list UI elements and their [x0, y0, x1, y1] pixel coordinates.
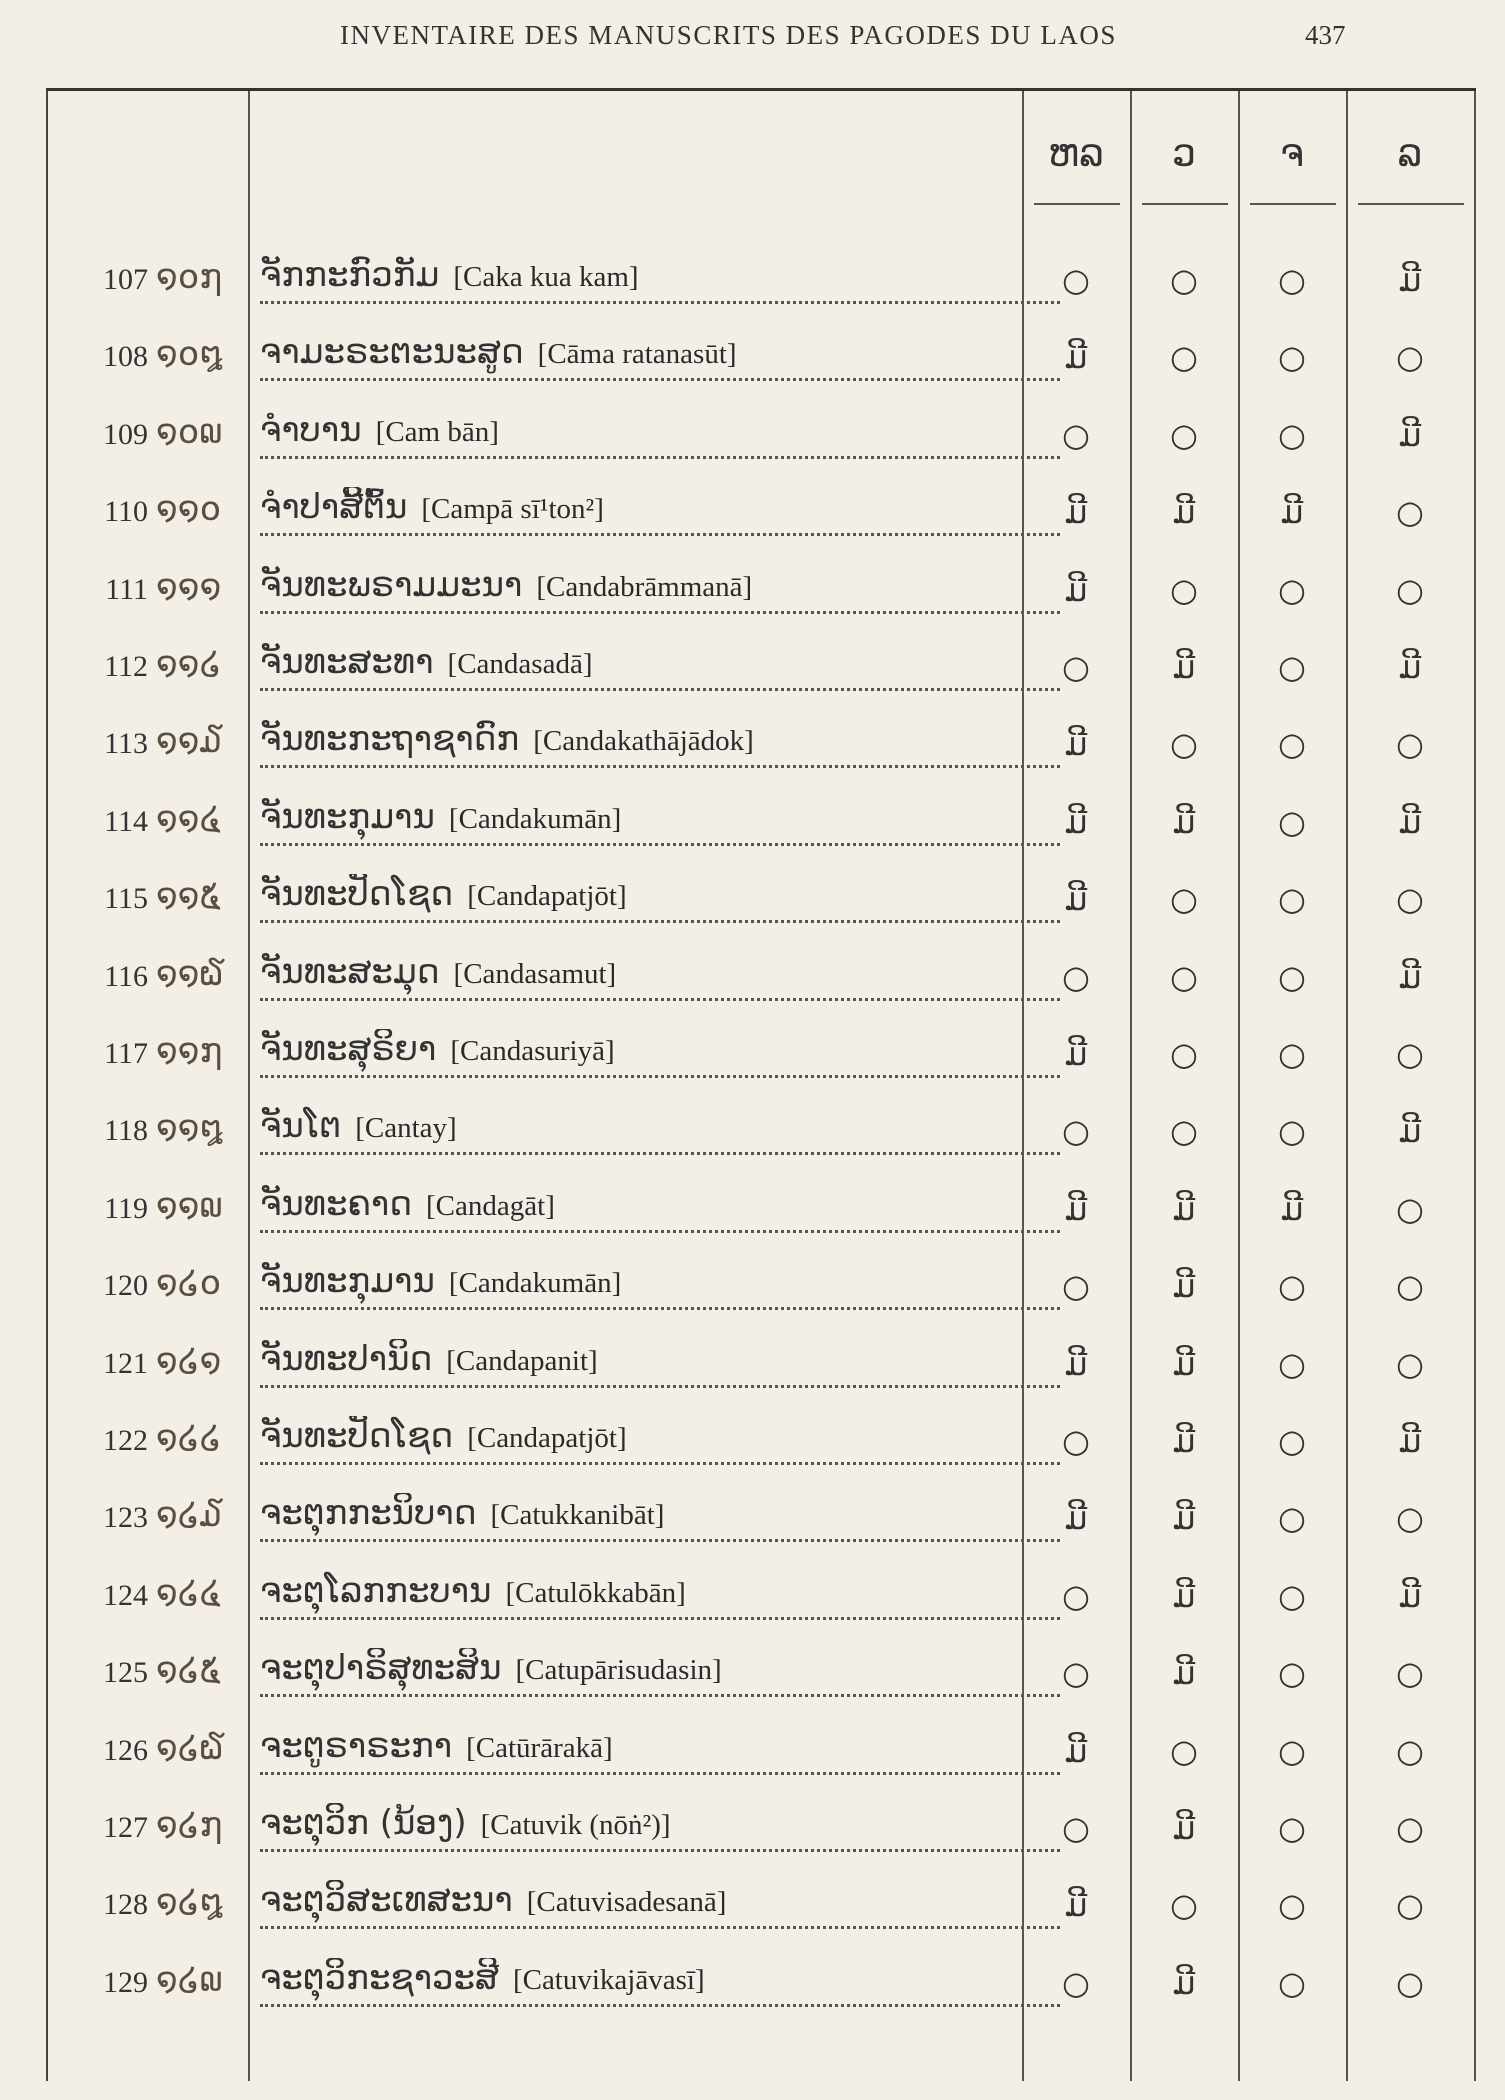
manuscript-title	[260, 255, 1060, 315]
lao-entry-number: ໑໒໙	[156, 1959, 223, 2000]
title-lao: ຈະຕຸໂລກກະບານ	[260, 1570, 492, 1611]
title-transliteration: [Candakumān]	[449, 803, 627, 835]
lao-entry-number: ໑໑໓	[156, 721, 223, 762]
title-transliteration: [Catūrārakā]	[466, 1732, 619, 1764]
manuscript-title	[260, 565, 1060, 625]
manuscript-title	[260, 1261, 1060, 1321]
manuscript-title	[260, 952, 1060, 1012]
table-row	[48, 948, 1476, 1026]
running-title: INVENTAIRE DES MANUSCRITS DES PAGODES DU LAOS	[340, 20, 1117, 50]
title-lao: ຈະຕຸກກະນິບາດ	[260, 1493, 477, 1534]
title-lao: ຈັນທະກຸມານ	[260, 1261, 435, 1302]
availability-mark: ○	[1062, 648, 1090, 686]
lao-entry-number: ໑໒໔	[156, 1572, 221, 1613]
lao-entry-number: ໑໐໘	[156, 334, 223, 375]
availability-mark: ○	[1396, 1499, 1424, 1538]
title-lao: ຈັນທະກະຖາຊາດົກ	[260, 719, 520, 760]
availability-mark: ○	[1278, 1112, 1306, 1151]
title-transliteration: [Candapanit]	[446, 1345, 603, 1377]
title-transliteration: [Candabrāmmanā]	[536, 571, 758, 603]
entry-number: 123	[103, 1501, 148, 1535]
column-header: ວ	[1171, 131, 1197, 175]
availability-mark: ມີ	[1172, 1809, 1196, 1847]
availability-mark: ມີ	[1172, 648, 1196, 686]
title-lao: ຈາມະຣະຕະນະສູດ	[260, 332, 524, 373]
lao-entry-number: ໑໒໐	[156, 1263, 222, 1304]
table-row	[48, 1954, 1476, 2032]
availability-mark: ມີ	[1064, 802, 1088, 841]
entry-number: 124	[103, 1578, 148, 1612]
availability-mark: ○	[1278, 1963, 1306, 2002]
entry-number: 121	[103, 1346, 148, 1380]
lao-entry-number: ໑໑໙	[156, 1185, 223, 1226]
manuscript-title	[260, 1184, 1060, 1244]
availability-mark: ມີ	[1064, 493, 1088, 532]
title-lao: ຈັນທະປັດໂຊດ	[260, 874, 454, 915]
availability-mark: ○	[1170, 880, 1198, 919]
availability-mark: ○	[1278, 1576, 1306, 1615]
inventory-table	[46, 88, 1476, 2081]
entry-number: 107	[103, 263, 148, 296]
title-transliteration: [Catuvik (nōṅ²)]	[481, 1809, 677, 1841]
title-transliteration: [Catulōkkabān]	[505, 1577, 691, 1609]
availability-mark: ○	[1396, 570, 1424, 609]
entry-number: 112	[104, 650, 148, 683]
table-row	[48, 870, 1476, 948]
manuscript-title	[260, 1493, 1060, 1553]
title-transliteration: [Candapatjōt]	[467, 1422, 632, 1454]
availability-mark: ○	[1396, 1963, 1424, 2002]
availability-mark: ○	[1170, 415, 1198, 454]
availability-mark: ○	[1396, 1267, 1424, 1306]
availability-mark: ○	[1278, 802, 1306, 841]
column-header: ລ	[1397, 131, 1423, 175]
availability-mark: ○	[1170, 957, 1198, 996]
lao-entry-number: ໑໐໗	[156, 257, 223, 297]
entry-number: 109	[103, 417, 148, 451]
table-row	[48, 1722, 1476, 1800]
column-header-rule	[1250, 203, 1336, 205]
column-header: ຈ	[1280, 131, 1304, 175]
availability-mark: ○	[1278, 1654, 1306, 1693]
title-transliteration: [Caka kua kam]	[453, 261, 644, 293]
availability-mark: ○	[1278, 570, 1306, 609]
lao-entry-number: ໑໒໘	[156, 1882, 223, 1923]
page-header	[0, 12, 1505, 62]
availability-mark: ○	[1278, 1422, 1306, 1460]
availability-mark: ○	[1170, 725, 1198, 764]
title-lao: ຈັນທະປັດໂຊດ	[260, 1416, 454, 1456]
availability-mark: ○	[1278, 725, 1306, 764]
lao-entry-number: ໑໒໓	[156, 1495, 223, 1536]
availability-mark: ມີ	[1064, 880, 1088, 919]
title-lao: ຈະຕຸປາຣິສຸທະສິນ	[260, 1648, 502, 1689]
availability-mark: ○	[1396, 725, 1424, 764]
availability-mark: ມີ	[1172, 1422, 1196, 1460]
availability-mark: ມີ	[1172, 1499, 1196, 1538]
title-transliteration: [Catuvikajāvasī]	[513, 1964, 711, 1996]
entry-number: 108	[103, 340, 148, 374]
availability-mark: ○	[1396, 1344, 1424, 1383]
availability-mark: ○	[1278, 1886, 1306, 1925]
entry-number: 114	[104, 804, 148, 838]
lao-entry-number: ໑໑໖	[156, 953, 224, 994]
title-lao: ຈັນທະສະທາ	[260, 642, 434, 682]
manuscript-title	[260, 1339, 1060, 1399]
manuscript-title	[260, 1880, 1060, 1940]
availability-mark: ມີ	[1064, 1344, 1088, 1383]
availability-mark: ມີ	[1398, 261, 1422, 299]
availability-mark: ມີ	[1280, 1189, 1304, 1228]
lao-entry-number: ໑໒໖	[156, 1727, 224, 1768]
entry-number: 122	[103, 1424, 148, 1457]
column-header-rule	[1034, 203, 1120, 205]
entry-number: 120	[103, 1269, 148, 1303]
availability-mark: ມີ	[1398, 1576, 1422, 1615]
table-row	[48, 561, 1476, 639]
entry-number: 115	[104, 882, 148, 916]
table-row	[48, 1876, 1476, 1954]
lao-entry-number: ໑໑໕	[156, 876, 221, 917]
availability-mark: ○	[1062, 1809, 1090, 1847]
availability-mark: ມີ	[1398, 1112, 1422, 1151]
entry-number: 118	[104, 1114, 148, 1148]
availability-mark: ○	[1170, 1731, 1198, 1770]
manuscript-title	[260, 332, 1060, 392]
availability-mark: ○	[1278, 1731, 1306, 1770]
manuscript-title	[260, 719, 1060, 779]
title-transliteration: [Catukkanibāt]	[490, 1499, 670, 1531]
title-transliteration: [Candagāt]	[426, 1190, 561, 1222]
availability-mark: ○	[1396, 1886, 1424, 1925]
manuscript-title	[260, 1029, 1060, 1089]
lao-entry-number: ໑໒໒	[156, 1418, 222, 1458]
manuscript-title	[260, 1726, 1060, 1786]
title-transliteration: [Campā sī¹ton²]	[421, 493, 610, 525]
availability-mark: ມີ	[1172, 802, 1196, 841]
table-row	[48, 793, 1476, 871]
title-lao: ຈັນໂຕ	[260, 1106, 342, 1147]
lao-entry-number: ໑໐໙	[156, 411, 223, 452]
title-transliteration: [Candasuriyā]	[450, 1035, 620, 1067]
availability-mark: ມີ	[1064, 1189, 1088, 1228]
availability-mark: ○	[1396, 493, 1424, 532]
availability-mark: ○	[1278, 1344, 1306, 1383]
title-lao: ຈະຕູຣາຣະກາ	[260, 1725, 453, 1766]
manuscript-title	[260, 1571, 1060, 1631]
manuscript-title	[260, 874, 1060, 934]
table-row	[48, 638, 1476, 716]
manuscript-title	[260, 1648, 1060, 1708]
column-header-rule	[1142, 203, 1228, 205]
availability-mark: ○	[1062, 1112, 1090, 1151]
availability-mark: ○	[1170, 1035, 1198, 1073]
title-transliteration: [Candasadā]	[448, 648, 599, 680]
entry-number: 113	[104, 727, 148, 761]
availability-mark: ມີ	[1064, 570, 1088, 609]
availability-mark: ○	[1396, 1189, 1424, 1228]
column-header-rule	[1358, 203, 1464, 205]
entry-number: 129	[103, 1965, 148, 1999]
availability-mark: ○	[1396, 880, 1424, 919]
availability-mark: ○	[1170, 570, 1198, 609]
lao-entry-number: ໑໑໑	[156, 566, 222, 607]
title-lao: ຈັນທະກຸມານ	[260, 796, 435, 837]
availability-mark: ○	[1278, 1809, 1306, 1847]
availability-mark: ○	[1170, 1886, 1198, 1925]
availability-mark: ມີ	[1398, 957, 1422, 996]
lao-entry-number: ໑໑໒	[156, 644, 222, 684]
title-transliteration: [Catuvisadesanā]	[527, 1886, 733, 1918]
availability-mark: ມີ	[1172, 1963, 1196, 2002]
entry-number: 117	[104, 1037, 148, 1070]
availability-mark: ○	[1170, 338, 1198, 377]
title-lao: ຈັນທະສຸຣິຍາ	[260, 1029, 437, 1069]
availability-mark: ○	[1278, 261, 1306, 299]
availability-mark: ○	[1396, 1809, 1424, 1847]
availability-mark: ○	[1170, 1112, 1198, 1151]
availability-mark: ○	[1062, 1422, 1090, 1460]
lao-entry-number: ໑໒໕	[156, 1650, 221, 1691]
availability-mark: ມີ	[1064, 1731, 1088, 1770]
availability-mark: ມີ	[1398, 1422, 1422, 1460]
table-row	[48, 1799, 1476, 1877]
manuscript-title	[260, 1803, 1060, 1863]
availability-mark: ○	[1062, 1654, 1090, 1693]
table-row	[48, 1257, 1476, 1335]
table-row	[48, 406, 1476, 484]
manuscript-title	[260, 487, 1060, 547]
lao-entry-number: ໑໑໔	[156, 798, 221, 839]
title-lao: ຈໍາປາສີ້ຕົ້ນ	[260, 487, 408, 528]
availability-mark: ○	[1062, 1267, 1090, 1306]
lao-entry-number: ໑໒໑	[156, 1340, 222, 1381]
availability-mark: ○	[1396, 1654, 1424, 1693]
table-row	[48, 483, 1476, 561]
table-row	[48, 251, 1476, 329]
availability-mark: ○	[1278, 1499, 1306, 1538]
availability-mark: ○	[1278, 415, 1306, 454]
table-row	[48, 1412, 1476, 1490]
column-header: ຫລ	[1048, 131, 1104, 175]
manuscript-title	[260, 797, 1060, 857]
availability-mark: ○	[1278, 338, 1306, 377]
title-lao: ຈັນທະພຣາມມະນາ	[260, 564, 523, 605]
title-lao: ຈໍາບານ	[260, 409, 362, 450]
title-transliteration: [Candakathājādok]	[533, 725, 760, 757]
manuscript-title	[260, 642, 1060, 702]
availability-mark: ມີ	[1280, 493, 1304, 532]
availability-mark: ○	[1278, 1035, 1306, 1073]
availability-mark: ມີ	[1064, 1886, 1088, 1925]
availability-mark: ○	[1278, 648, 1306, 686]
entry-number: 125	[103, 1656, 148, 1690]
availability-mark: ○	[1278, 1267, 1306, 1306]
entry-number: 111	[105, 572, 148, 606]
availability-mark: ○	[1062, 1963, 1090, 2002]
availability-mark: ○	[1278, 957, 1306, 996]
table-row	[48, 1644, 1476, 1722]
manuscript-title	[260, 1958, 1060, 2018]
availability-mark: ມີ	[1064, 1035, 1088, 1073]
entry-number: 126	[103, 1733, 148, 1767]
availability-mark: ມີ	[1064, 725, 1088, 764]
title-transliteration: [Candakumān]	[449, 1267, 627, 1299]
table-row	[48, 328, 1476, 406]
availability-mark: ○	[1062, 1576, 1090, 1615]
lao-entry-number: ໑໑໘	[156, 1108, 223, 1149]
manuscript-title	[260, 1416, 1060, 1476]
lao-entry-number: ໑໑໗	[156, 1031, 223, 1071]
table-row	[48, 1567, 1476, 1645]
title-transliteration: [Cam bān]	[376, 416, 505, 448]
availability-mark: ມີ	[1172, 1654, 1196, 1693]
entry-number: 128	[103, 1888, 148, 1922]
availability-mark: ມີ	[1398, 415, 1422, 454]
table-row	[48, 1335, 1476, 1413]
title-lao: ຈະຕຸວິສະເທສະນາ	[260, 1880, 513, 1921]
availability-mark: ○	[1170, 261, 1198, 299]
table-row	[48, 1102, 1476, 1180]
title-lao: ຈັນທະປານິດ	[260, 1338, 433, 1379]
entry-number: 116	[104, 959, 148, 993]
table-row	[48, 715, 1476, 793]
availability-mark: ○	[1062, 261, 1090, 299]
title-lao: ຈັກກະກົວກັມ	[260, 255, 440, 295]
table-row	[48, 1489, 1476, 1567]
availability-mark: ມີ	[1064, 338, 1088, 377]
title-lao: ຈະຕຸວິກ (ນ້ອງ)	[260, 1803, 467, 1843]
availability-mark: ມີ	[1172, 1267, 1196, 1306]
lao-entry-number: ໑໒໗	[156, 1805, 223, 1845]
title-transliteration: [Candasamut]	[454, 958, 623, 990]
availability-mark: ○	[1062, 957, 1090, 996]
availability-mark: ມີ	[1398, 802, 1422, 841]
availability-mark: ○	[1396, 1731, 1424, 1770]
availability-mark: ມີ	[1172, 1576, 1196, 1615]
availability-mark: ມີ	[1172, 1344, 1196, 1383]
availability-mark: ມີ	[1398, 648, 1422, 686]
entry-number: 110	[104, 495, 148, 529]
entry-number: 127	[103, 1811, 148, 1844]
title-lao: ຈັນທະຄາດ	[260, 1183, 413, 1224]
table-row	[48, 1025, 1476, 1103]
manuscript-title	[260, 410, 1060, 470]
title-transliteration: [Cāma ratanasūt]	[538, 338, 743, 370]
table-row	[48, 1180, 1476, 1258]
availability-mark: ມີ	[1172, 493, 1196, 532]
availability-mark: ○	[1278, 880, 1306, 919]
availability-mark: ○	[1396, 338, 1424, 377]
lao-entry-number: ໑໑໐	[156, 489, 222, 530]
title-lao: ຈະຕຸວິກະຊາວະສີ	[260, 1957, 499, 1998]
title-transliteration: [Cantay]	[355, 1112, 462, 1144]
title-lao: ຈັນທະສະມຸດ	[260, 951, 440, 992]
entry-number: 119	[104, 1191, 148, 1225]
availability-mark: ມີ	[1064, 1499, 1088, 1538]
title-transliteration: [Catupārisudasin]	[515, 1654, 727, 1686]
page-number: 437	[1305, 20, 1346, 50]
manuscript-title	[260, 1106, 1060, 1166]
availability-mark: ○	[1062, 415, 1090, 454]
availability-mark: ມີ	[1172, 1189, 1196, 1228]
availability-mark: ○	[1396, 1035, 1424, 1073]
title-transliteration: [Candapatjōt]	[467, 880, 632, 912]
